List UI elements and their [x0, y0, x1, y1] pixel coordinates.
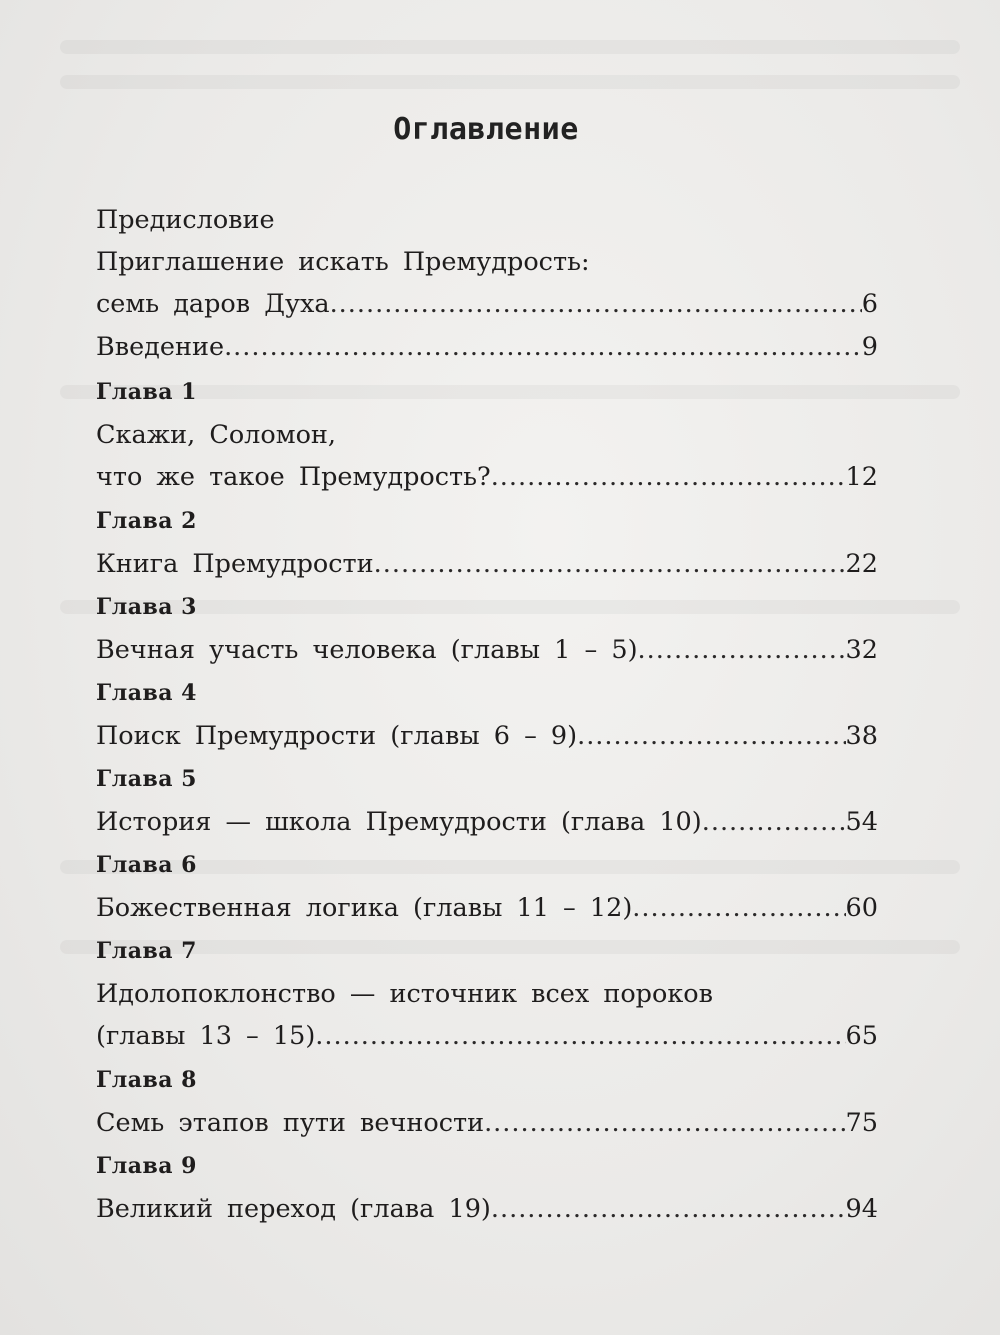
chapter-label-9: Глава 9 [96, 1153, 197, 1179]
toc-page-number: 32 [845, 635, 878, 665]
toc-entry-title: семь даров Духа [96, 289, 330, 319]
toc-entry-ch1 [96, 457, 878, 497]
dot-leader [638, 630, 846, 670]
toc-preface: Предисловие [96, 205, 275, 235]
toc-page-number: 6 [861, 289, 878, 319]
chapter-label-4: Глава 4 [96, 680, 197, 706]
toc-page-number: 65 [845, 1021, 878, 1051]
toc-page-number: 38 [845, 721, 878, 751]
dot-leader [374, 544, 846, 584]
dot-leader [702, 802, 846, 842]
toc-page-number: 60 [845, 893, 878, 923]
toc-page-number: 75 [845, 1108, 878, 1138]
dot-leader [632, 888, 845, 928]
chapter-label-3: Глава 3 [96, 594, 197, 620]
toc-ch7-line1: Идолопоклонство — источник всех пороков [96, 979, 713, 1009]
chapter-label-1: Глава 1 [96, 379, 197, 405]
dot-leader [577, 716, 845, 756]
toc-entry-title: Поиск Премудрости (главы 6 – 9) [96, 721, 578, 751]
dot-leader [491, 1189, 846, 1229]
toc-invitation-line1: Приглашение искать Премудрость: [96, 247, 590, 277]
toc-entry-title: Вечная участь человека (главы 1 – 5) [96, 635, 638, 665]
toc-entry-ch2 [96, 544, 878, 584]
toc-entry-title: что же такое Премудрость? [96, 462, 491, 492]
dot-leader [224, 327, 862, 367]
toc-page-number: 9 [861, 332, 878, 362]
toc-page-number: 12 [845, 462, 878, 492]
toc-entry-invitation [96, 284, 878, 324]
dot-leader [315, 1016, 845, 1056]
toc-entry-ch3 [96, 630, 878, 670]
dot-leader [491, 457, 846, 497]
toc-entry-ch9 [96, 1189, 878, 1229]
toc-entry-title: Великий переход (глава 19) [96, 1194, 491, 1224]
chapter-label-6: Глава 6 [96, 852, 197, 878]
dot-leader [484, 1103, 845, 1143]
chapter-label-5: Глава 5 [96, 766, 197, 792]
chapter-label-8: Глава 8 [96, 1067, 197, 1093]
toc-ch1-line1: Скажи, Соломон, [96, 420, 337, 450]
toc-entry-title: Введение [96, 332, 225, 362]
toc-page-number: 22 [845, 549, 878, 579]
toc-entry-ch4 [96, 716, 878, 756]
toc-entry-title: Божественная логика (главы 11 – 12) [96, 893, 633, 923]
toc-page-number: 94 [845, 1194, 878, 1224]
toc-page-number: 54 [845, 807, 878, 837]
dot-leader [330, 284, 862, 324]
toc-entry-title: Книга Премудрости [96, 549, 374, 579]
toc-entry-title: (главы 13 – 15) [96, 1021, 316, 1051]
toc-entry-title: История — школа Премудрости (глава 10) [96, 807, 702, 837]
bleed-through-line [60, 75, 960, 89]
toc-entry-ch8 [96, 1103, 878, 1143]
chapter-label-2: Глава 2 [96, 508, 197, 534]
chapter-label-7: Глава 7 [96, 938, 197, 964]
toc-entry-title: Семь этапов пути вечности [96, 1108, 485, 1138]
toc-entry-intro [96, 327, 878, 367]
toc-entry-ch6 [96, 888, 878, 928]
bleed-through-line [60, 40, 960, 54]
page-title: Оглавление [393, 112, 579, 147]
toc-entry-ch5 [96, 802, 878, 842]
toc-entry-ch7 [96, 1016, 878, 1056]
